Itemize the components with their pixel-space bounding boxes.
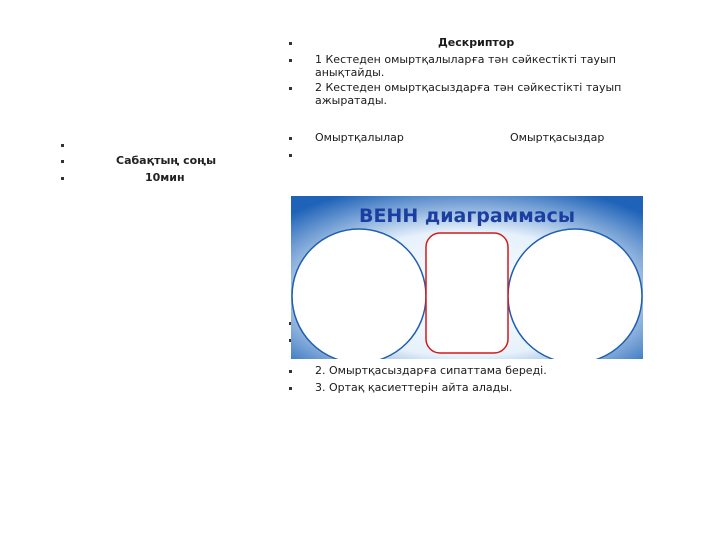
lesson-duration: 10мин (145, 171, 185, 184)
venn-title: ВЕНН диаграммасы (358, 205, 576, 227)
column-invertebrates: Омыртқасыздар (510, 131, 605, 144)
left-bullet-2 (61, 160, 64, 163)
descriptor-item1-line1: 1 Кестеден омыртқалыларға тән сәйкестікті тауып (315, 53, 616, 66)
venn-center-rect (426, 233, 508, 353)
descriptor-point2: 2. Омыртқасыздарға сипаттама береді. (315, 364, 547, 377)
descriptor-point3: 3. Ортақ қасиеттерін айта алады. (315, 381, 513, 394)
descriptor-heading: Дескриптор (438, 36, 515, 49)
right-bullet-item1 (289, 59, 292, 62)
venn-left-circle (292, 229, 426, 359)
lesson-end-label: Сабақтың соңы (116, 154, 217, 167)
venn-diagram-graphic (291, 196, 643, 359)
column-vertebrates: Омыртқалылар (315, 131, 404, 144)
right-bullet-item2 (289, 87, 292, 90)
left-bullet-3 (61, 177, 64, 180)
right-bullet-columns (289, 137, 292, 140)
descriptor-item1-line2: анықтайды. (315, 66, 385, 79)
right-bullet-empty-1 (289, 154, 292, 157)
venn-right-circle (508, 229, 642, 359)
right-bullet-heading (289, 42, 292, 45)
left-bullet-1 (61, 144, 64, 147)
right-bullet-point2 (289, 370, 292, 373)
right-bullet-point3 (289, 387, 292, 390)
descriptor-item2-line1: 2 Кестеден омыртқасыздарға тән сәйкестікті тауып (315, 81, 622, 94)
descriptor-item2-line2: ажыратады. (315, 94, 387, 107)
venn-diagram (291, 196, 643, 359)
